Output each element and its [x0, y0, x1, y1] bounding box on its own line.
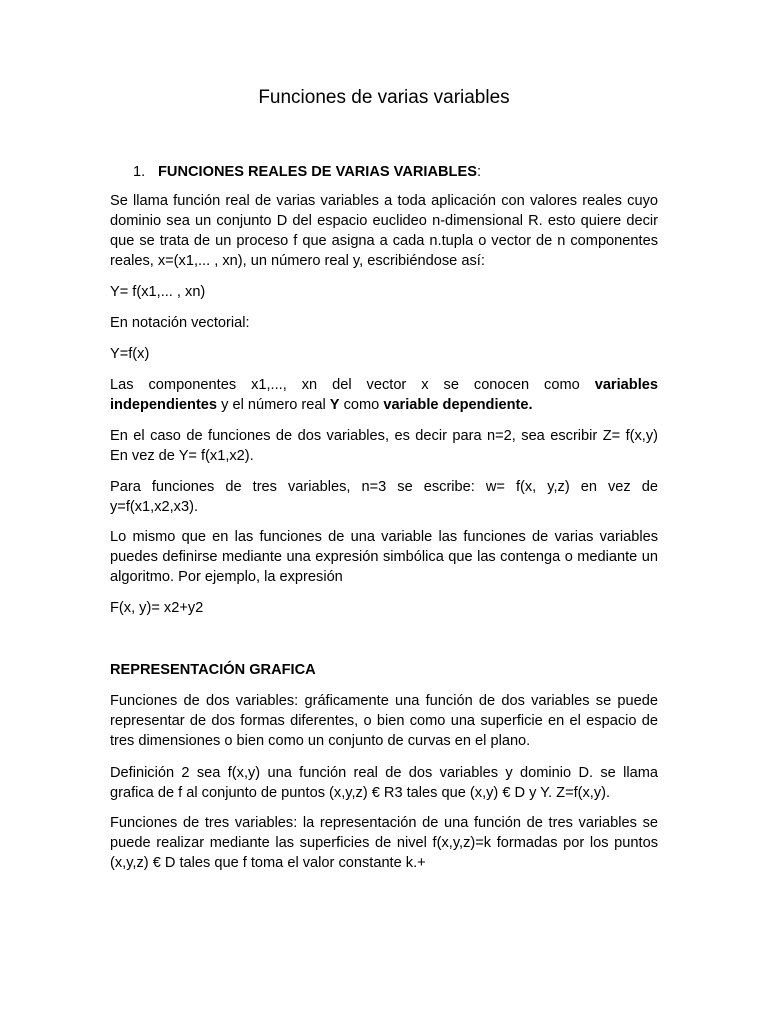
section-2-heading: REPRESENTACIÓN GRAFICA: [110, 662, 316, 678]
section-1-heading-suffix: :: [476, 164, 481, 180]
section-1-number: 1.: [133, 164, 146, 180]
paragraph-variables-bold2: Y: [329, 397, 340, 413]
paragraph-variables-part3: como: [339, 397, 384, 413]
paragraph-variables-bold1: variables independientes: [110, 377, 658, 413]
formula-y-equals-fx: Y=f(x): [110, 346, 150, 362]
section-1-heading-text: FUNCIONES REALES DE VARIAS VARIABLES: [158, 164, 477, 180]
document-title: Funciones de varias variables: [258, 87, 510, 108]
paragraph-graphic-representation: Funciones de dos variables: gráficamente una función de dos variables se puede representar de dos formas diferentes, o bien como una superficie en el espacio de tres dimensiones o bien como un conjunto de curvas en el plano.: [110, 693, 658, 749]
paragraph-three-variables: Para funciones de tres variables, n=3 se escribe: w= f(x, y,z) en vez de y=f(x1,x2,x3).: [110, 479, 658, 515]
formula-f-xy: F(x, y)= x2+y2: [110, 600, 204, 616]
paragraph-vector-notation: En notación vectorial:: [110, 315, 250, 331]
paragraph-variables-part2: y el número real: [217, 397, 330, 413]
paragraph-symbolic-expression: Lo mismo que en las funciones de una variable las funciones de varias variables puedes definirse mediante una expresión simbólica que las contenga o mediante un algoritmo. Por ejemplo, la expresión: [110, 529, 658, 585]
paragraph-variables-bold3: variable dependiente.: [383, 397, 533, 413]
document-page: [110, 0, 658, 1024]
paragraph-definition: Se llama función real de varias variables a toda aplicación con valores reales cuyo dominio sea un conjunto D del espacio euclideo n-dimensional R. esto quiere decir que se trata de un proceso f que asigna a cada n.tupla o vector de n componentes reales, x=(x1,... , xn), un número real y, escribiéndose así:: [110, 193, 658, 269]
section-1-heading: [133, 162, 481, 182]
paragraph-two-variables: En el caso de funciones de dos variables, es decir para n=2, sea escribir Z= f(x,y) En vez de Y= f(x1,x2).: [110, 428, 658, 464]
paragraph-level-surfaces: Funciones de tres variables: la representación de una función de tres variables se puede realizar mediante las superficies de nivel f(x,y,z)=k formadas por los puntos (x,y,z) € D tales que f toma el valor constante k.+: [110, 815, 658, 871]
paragraph-definition-2: Definición 2 sea f(x,y) una función real de dos variables y dominio D. se llama grafica de f al conjunto de puntos (x,y,z) € R3 tales que (x,y) € D y Y. Z=f(x,y).: [110, 765, 658, 801]
paragraph-variables-part1: Las componentes x1,..., xn del vector x se conocen como: [110, 377, 595, 393]
formula-y-equals-f: Y= f(x1,... , xn): [110, 284, 206, 300]
paragraph-variables: [110, 375, 658, 415]
